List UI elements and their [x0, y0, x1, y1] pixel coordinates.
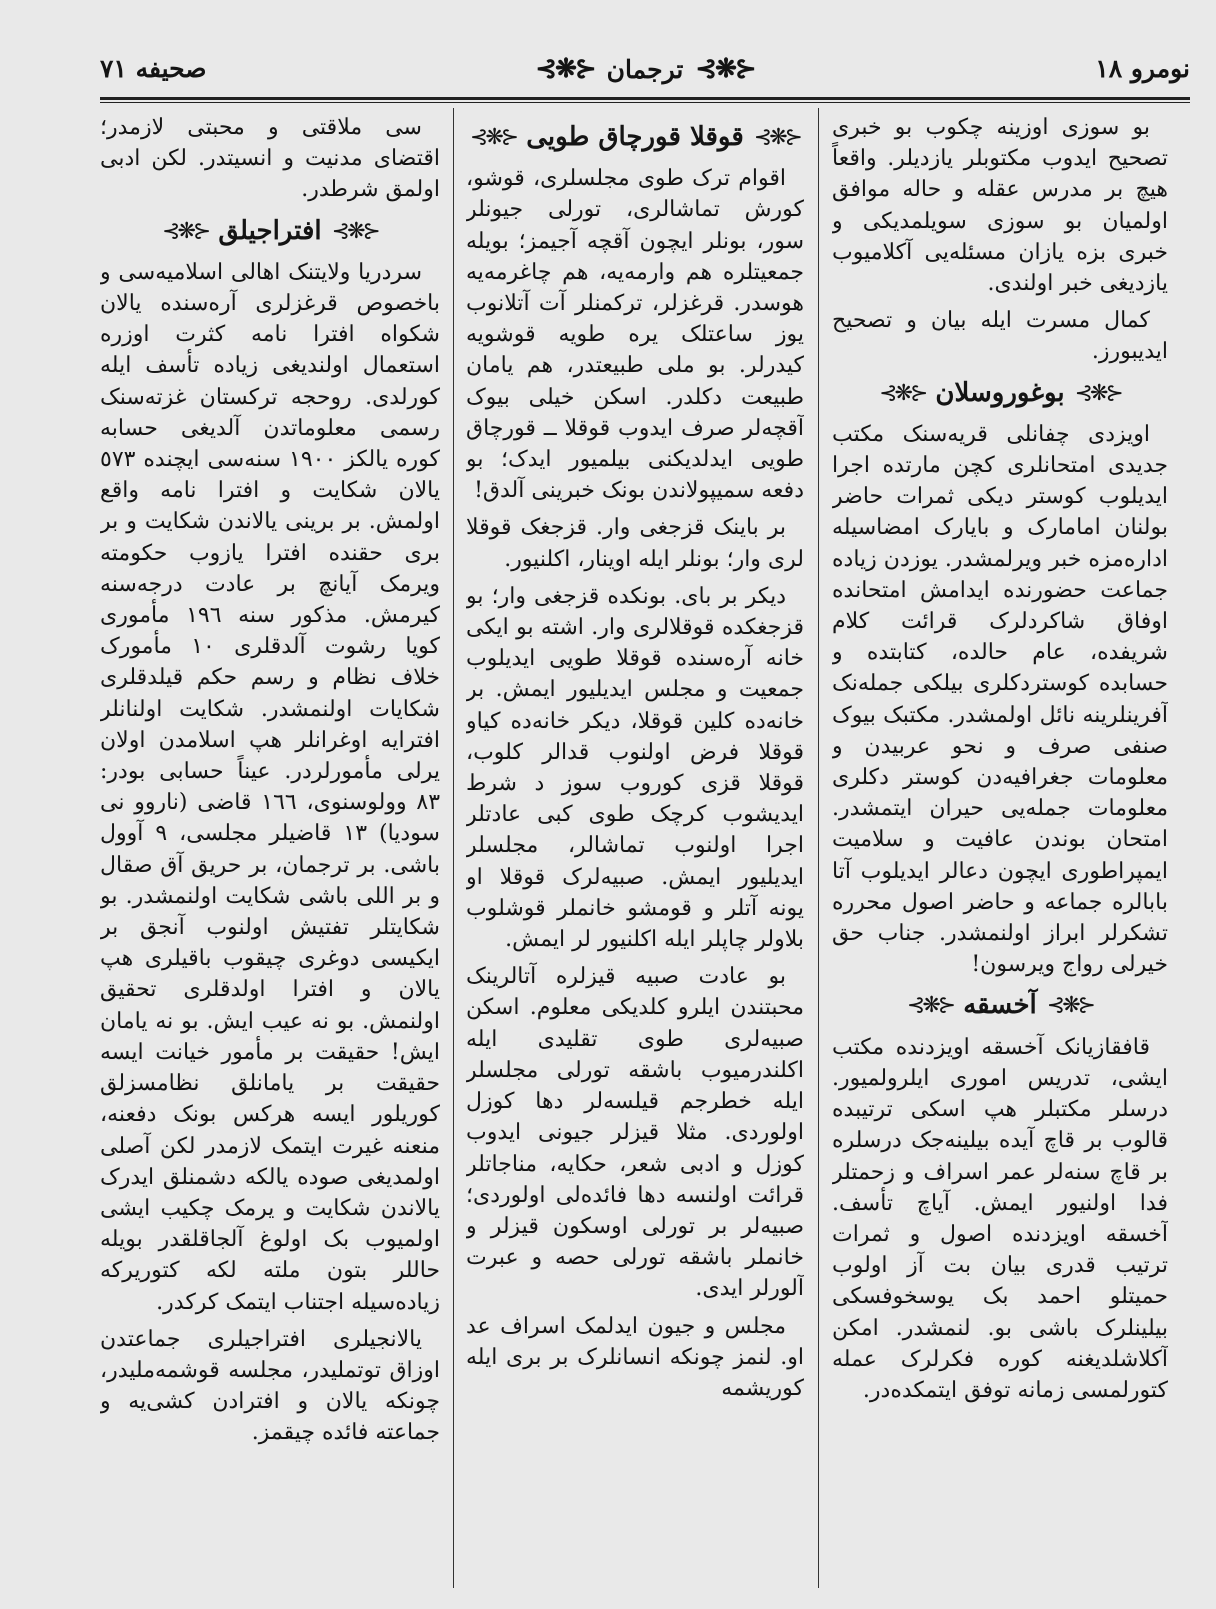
- paragraph: یالانجیلری افتراجیلری جماعتدن اوزاق توتملیدر، مجلسه قوشمه‌ملیدر، چونکه یالان و افترادن کشی‌یه و جماعته فائده چیقمز.: [100, 1326, 440, 1446]
- paragraph: قافقازیانک آخسقه اویزدنده مکتب ایشی، تدریس اموری ایلرولمیور. درسلر مکتبلر هپ اسکی ترتیبده قالوب بر قاچ آیده بیلینه‌جک درسلره بر قاچ سنه‌لر عمر اسراف و زحمتلر فدا اولنیور ایمش. آیاچ تأسف. آخسقه اویزدنده اصول و ثمرات ترتیب قدری بیان بت آز اولوب حمیتلو احمد بک یوسخوفسکی بیلینلرک باشی بو. لنمشدر. امکن آکلاشلدیغنه کوره فکرلرک عمله کتورلمسی زمانه توفق ایتمکده‌در.: [832, 1034, 1168, 1403]
- section-heading: [466, 122, 804, 153]
- masthead: [100, 46, 1190, 96]
- paragraph: بر باینک قزجغی وار. قزجغک قوقلا لری وار؛ بونلر ایله اوینار، اکلنیور.: [466, 515, 804, 572]
- section-heading: [832, 990, 1168, 1021]
- paragraph: اویزدی چفانلی قریه‌سنک مکتب جدیدی امتحانلری کچن مارتده اجرا ایدیلوب کوستر دیکی ثمرات حاضر بولنان امامارک و بایارک امضاسیله اداره‌مزه خبر ویرلمشدر. یوزدن زیاده جماعت حضورنده ایدامش امتحانده اوفاق شاکردلرک قرائت کلام شریفده، عام حالده، کتابتده و حسابده کوستردکلری بیلکی جمله‌نک آفرینلرینه نائل اولمشدر. مکتبک بیوک صنفی صرف و نحو عربیدن و معلومات جغرافیه‌دن کوستر دکلری معلومات جمله‌یی حیران ایتمشدر. امتحان بوندن عافیت و سلامیت ایمپراطوری ایچون دعالر ایدیلوب آتا بابالره جماعه و حاضر اصول محرره تشکرلر ابراز اولنمشدر. جناب حق خیرلی رواج ویرسون!: [832, 421, 1168, 978]
- section-heading: [832, 378, 1168, 409]
- ornament-icon: ⊰❋⊱: [535, 54, 595, 84]
- paragraph: سردریا ولایتنک اهالی اسلامیه‌سی و باخصوص قرغزلری آره‌سنده یالان شکواه افترا نامه کثرت اوزره استعمال اولندیغی زیاده تأسف ایله کورلدی. روحجه ترکستان غزته‌سنک رسمی معلوماتدن آلدیغی حسابه کوره یالکز ١٩٠٠ سنه‌سی ایچنده ٥٧٣ یالان شکایت و افترا نامه واقع اولمش. بر برینی یالاندن شکایت و بر بری حقنده افترا یازوب حکومته ویرمک آیانچ بر عادت درجه‌سنه کیرمش. مذکور سنه ١٩٦ مأموری کویا رشوت آلدقلری ١٠ مأمورک خلاف نظام و رسم حکم قیلدقلری شکایات اولنمشدر. شکایت اولنانلر افترایه اوغرانلر هپ اسلامدن اولان یرلی مأمورلردر. عیناً حسابی بودر: ٨٣ وولوسنوی، ١٦٦ قاضی (ناروو نی سودیا) ١٣ قاضیلر مجلسی، ٩ آوول باشی. بر ترجمان، بر حریق آق صقال و بر اللی باشی شکایت اولنمشدر. بو شکایتلر تفتیش اولنوب آنجق بر ایکیسی دوغری چیقوب باقیلری هپ یالان و افترا اولدقلری تحقیق اولنمش. بو نه عیب ایش. بو نه یامان ایش! حقیقت بر مأمور خیانت ایسه حقیقت بر یامانلق نظامسزلق کوریلور ایسه هرکس بونک دفعنه، منعنه غیرت ایتمک لازمدر لکن آصلی اولمدیغی صوده یالکه دشمنلق ایدرک یالاندن شکایت و یرمک چکیب ایشی اولمیوب بک اولوغ آلجاقلقدر بویله حاللر بتون ملته لکه کتوریرکه زیاده‌سیله اجتناب ایتمک کرکدر.: [100, 259, 440, 1315]
- section-title: بوغوروسلان: [935, 377, 1065, 408]
- ornament-icon: ⊰❋⊱: [331, 218, 378, 244]
- header-rule-thin: [100, 102, 1190, 103]
- section-title: قوقلا قورچاق طویی: [526, 122, 744, 152]
- column-right: [832, 112, 1168, 1592]
- paragraph: سی ملاقتی و محبتی لازمدر؛ اقتضای مدنیت و انسیتدر. لکن ادبی اولمق شرطدر.: [100, 115, 440, 203]
- ornament-icon: ⊰❋⊱: [162, 218, 209, 244]
- paragraph: کمال مسرت ایله بیان و تصحیح ایدیبورز.: [832, 308, 1168, 365]
- paragraph: اقوام ترک طوی مجلسلری، قوشو، کورش تماشالری، تورلی جیونلر سور، بونلر ایچون آقچه آجیمز؛ بویله جمعیتلره هم وارمه‌یه، هم چاغرمه‌یه هوسدر. قرغزلر، ترکمنلر آت آتلانوب یوز ساعتلک یره طویه قوشویه کیدرلر. بو ملی طبیعتدر، هم یامان طبیعت دکلدر. اسکن خیلی بیوک آقچه‌لر صرف ایدوب قوقلا ــ قورچاق طویی ایدلدیکنی بیلمیور ایدک؛ بو دفعه سمیپولاندن بونک خبرینی آلدق!: [466, 166, 804, 504]
- ornament-icon: ⊰❋⊱: [1046, 993, 1094, 1019]
- paragraph: دیکر بر بای. بونکده قزجغی وار؛ بو قزجغکده قوقلالری وار. اشته بو ایکی خانه آره‌سنده قوقلا طویی ایدیلوب جمعیت و مجلس ایدیلیور ایمش. بر خانه‌ده کلین قوقلا، دیکر خانه‌ده کیاو قوقلا فرض اولنوب قدالر کلوب، قوقلا قزی کوروب سوز د شرط ایدیشوب کرچک طوی کبی عادتلر اجرا اولنوب تماشالر، مجلسلر ایدیلیور ایمش. صبیه‌لرک قوقلا او یونه آتلر و قومشو خانملر قوشلوب بلاولر چاپلر ایله اکلنیور لر ایمش.: [466, 583, 804, 953]
- column-divider: [818, 108, 819, 1588]
- section-title: آخسقه: [963, 990, 1037, 1021]
- section-heading: [100, 216, 440, 247]
- page-number: صحیفه ٧١: [100, 54, 207, 83]
- ornament-icon: ⊰❋⊱: [695, 54, 755, 84]
- paragraph: بو عادت صبیه قیزلره آتالرینک محبتندن ایلرو کلدیکی معلوم. اسکن صبیه‌لری طوی تقلیدی ایله اکلندرمیوب باشقه تورلی مجلسلر ایله خطرجم قیلسه‌لر دها کوزل اولوردی. مثلا قیزلر جیونی ایدوب کوزل و ادبی شعر، حکایه، مناجاتلر قرائت اولنسه دها فائده‌لی اولوردی؛ صبیه‌لر بر تورلی اوسکون قیزلر و خانملر باشقه تورلی حصه و عبرت آلورلر ایدی.: [466, 964, 804, 1302]
- column-left: [100, 112, 440, 1592]
- newspaper-title: ترجمان: [606, 54, 684, 84]
- ornament-icon: ⊰❋⊱: [753, 125, 801, 150]
- column-middle: [466, 112, 804, 1592]
- issue-number: نومرو ١٨: [1095, 54, 1190, 83]
- section-title: افتراجیلق: [218, 215, 322, 246]
- column-divider: [453, 108, 454, 1588]
- header-rule-thick: [100, 97, 1190, 100]
- ornament-icon: ⊰❋⊱: [1074, 380, 1121, 406]
- ornament-icon: ⊰❋⊱: [879, 380, 926, 406]
- paragraph: مجلس و جیون ایدلمک اسراف عد او. لنمز چونکه انسانلرک بر بری ایله کوریشمه: [466, 1313, 804, 1401]
- ornament-icon: ⊰❋⊱: [469, 125, 517, 150]
- ornament-icon: ⊰❋⊱: [906, 993, 954, 1019]
- paragraph: بو سوزی اوزینه چکوب بو خبری تصحیح ایدوب مکتوبلر یازدیلر. واقعاً هیچ بر مدرس عقله و حاله موافق اولمیان بو سوزی سویلمدیکی و خبری بزه یازان مسئله‌یی آکلامیوب یازدیغی خبر اولندی.: [832, 115, 1168, 297]
- masthead-title-block: [535, 54, 754, 84]
